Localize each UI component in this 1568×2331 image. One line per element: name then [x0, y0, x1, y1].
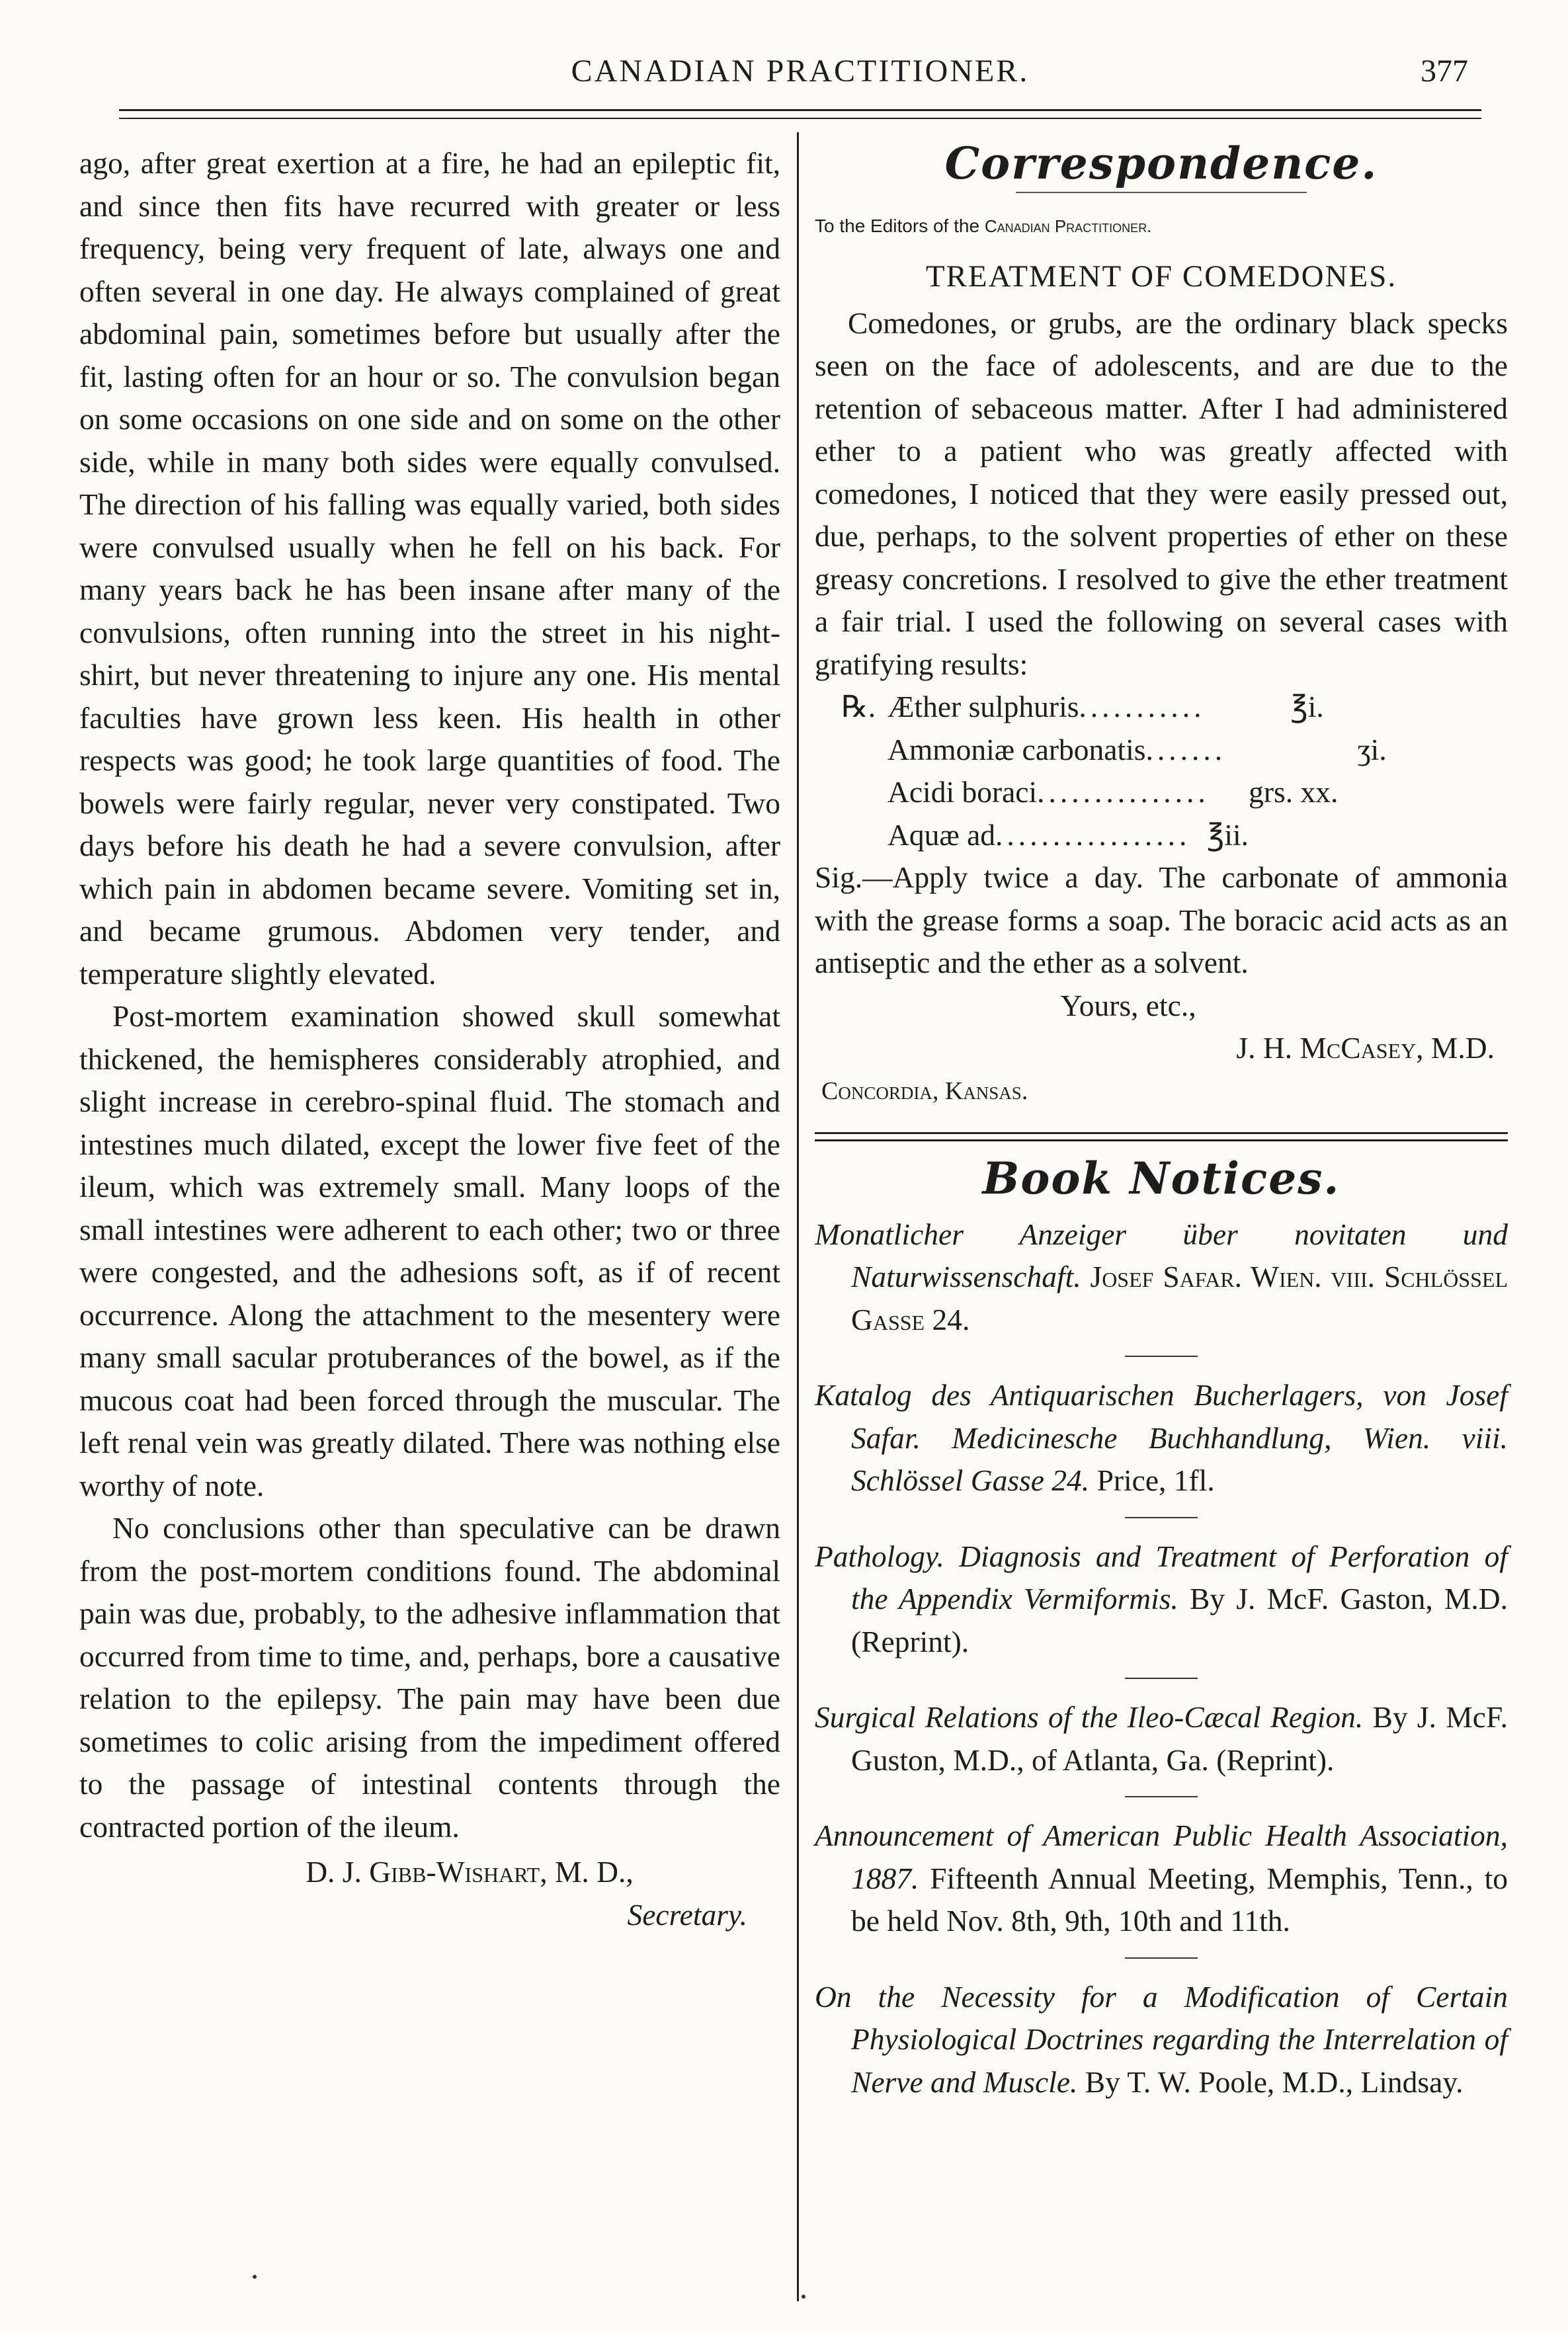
leader-dots: .................	[995, 817, 1191, 852]
to-editors-line: To the Editors of the Canadian Practitioner.	[815, 215, 1152, 236]
page-number: 377	[1421, 54, 1468, 89]
book-notice: Monatlicher Anzeiger über novitaten und Naturwissenschaft. Josef Safar. Wien. viii. Schlössel Gasse 24.	[815, 1217, 1508, 1336]
book-notices-list	[815, 1213, 1508, 2104]
prescription-line	[815, 686, 1508, 729]
journal-title: CANADIAN PRACTITIONER.	[571, 54, 1030, 89]
ingredient: Ammoniæ carbonatis	[887, 732, 1146, 766]
section-rule	[815, 1132, 1508, 1141]
letter-closing: Yours, etc.,	[1060, 988, 1196, 1022]
leader-dots: ...............	[1037, 775, 1210, 809]
recipe-symbol	[815, 771, 887, 814]
quantity: ʒi.	[1357, 732, 1387, 766]
letter-title: TREATMENT OF COMEDONES.	[925, 259, 1397, 294]
ink-speck	[253, 2275, 257, 2279]
post-mortem-paragraph: Post-mortem examination showed skull somewhat thickened, the hemispheres considerably atrophied, and slight increase in cerebro-spinal fluid. The stomach and intestines much dilated, except the lower five feet of the ileum, which was extremely small. Many loops of the small intestines were adherent to each other; two or three were congested, and the adhesions soft, as if of recent occurrence. Along the attachment to the mesentery were many small sacular protuberances of the bowel, as if the mucous coat had been forced through the muscular. The left renal vein was greatly dilated. There was nothing else worthy of note.	[79, 999, 780, 1502]
conclusions-paragraph: No conclusions other than speculative can be drawn from the post-mortem conditions found. The abdominal pain was due, probably, to the adhesive inflammation that occurred from time to time, and, perhaps, bore a causative relation to the epilepsy. The pain may have been due sometimes to colic arising from the impediment offered to the passage of intestinal contents through the contracted portion of the ileum.	[79, 1511, 780, 1844]
book-notice: Katalog des Antiquarischen Bucherlagers, von Josef Safar. Medicinesche Buchhandlung, Wien. viii. Schlössel Gasse 24. Price, 1fl.	[815, 1378, 1508, 1497]
notice-separator	[1125, 1678, 1198, 1679]
letter-place: Concordia, Kansas.	[821, 1077, 1028, 1105]
ingredient: Acidi boraci	[887, 775, 1038, 809]
letter-author: J. H. McCasey, M.D.	[1236, 1031, 1495, 1065]
prescription	[815, 686, 1508, 856]
case-report-paragraph: ago, after great exertion at a fire, he had an epileptic fit, and since then fits have recurred with greater or less frequency, being very frequent of late, always one and often several in one day. He always complained of great abdominal pain, sometimes before but usually after the fit, lasting often for an hour or so. The convulsion began on some occasions on one side and on some on the other side, while in many both sides were equally convulsed. The direction of his falling was equally varied, both sides were convulsed usually when he fell on his back. For many years back he has been insane after many of the convulsions, often running into the street in his night-shirt, but never threatening to injure any one. His mental faculties have grown less keen. His health in other respects was good; he took large quantities of food. The bowels were fairly regular, never very constipated. Two days before his death he had a severe convulsion, after which pain in abdomen became severe. Vomiting set in, and became grumous. Abdomen very tender, and temperature slightly elevated.	[79, 146, 780, 991]
book-notice: Announcement of American Public Health Association, 1887. Fifteenth Annual Meeting, Memphis, Tenn., to be held Nov. 8th, 9th, 10th and 11th.	[815, 1819, 1508, 1938]
book-notices-heading: Book Notices.	[982, 1153, 1341, 1204]
ingredient: Æther sulphuris	[887, 690, 1079, 723]
letter-paragraph: Comedones, or grubs, are the ordinary black specks seen on the face of adolescents, and are due to the retention of sebaceous matter. After I had administered ether to a patient who was greatly affected with comedones, I noticed that they were easily pressed out, due, perhaps, to the solvent properties of ether on these greasy concretions. I resolved to give the ether treatment a fair trial. I used the following on several cases with gratifying results:	[815, 306, 1508, 681]
prescription-line	[815, 729, 1508, 772]
correspondence-heading: Correspondence.	[944, 138, 1378, 189]
left-column	[79, 142, 780, 1936]
ink-speck	[802, 2295, 805, 2299]
book-notice: On the Necessity for a Modification of Certain Physiological Doctrines regarding the Interrelation of Nerve and Muscle. By T. W. Poole, M.D., Lindsay.	[815, 1979, 1508, 2099]
ingredient: Aquæ ad	[887, 817, 996, 852]
notice-separator	[1125, 1796, 1198, 1797]
book-notice: Pathology. Diagnosis and Treatment of Perforation of the Appendix Vermiformis. By J. McF. Gaston, M.D. (Reprint).	[815, 1539, 1508, 1658]
header-rule	[119, 109, 1481, 111]
notice-separator	[1125, 1517, 1198, 1518]
heading-rule	[1016, 192, 1307, 193]
recipe-symbol: ℞.	[841, 690, 876, 723]
header-rule-thin	[119, 118, 1481, 119]
prescription-line	[815, 771, 1508, 814]
sig-paragraph: Sig.—Apply twice a day. The carbonate of ammonia with the grease forms a soap. The boracic acid acts as an antiseptic and the ether as a solvent.	[815, 860, 1508, 979]
notice-separator	[1125, 1356, 1198, 1357]
quantity: ℥i.	[1290, 690, 1324, 723]
running-header	[119, 53, 1481, 99]
notice-separator	[1125, 1957, 1198, 1959]
signature-role: Secretary.	[627, 1897, 747, 1932]
quantity: ℥ii.	[1207, 817, 1249, 852]
recipe-symbol	[815, 814, 887, 857]
signature-name: D. J. Gibb-Wishart, M. D.,	[306, 1855, 634, 1889]
right-column	[815, 138, 1508, 2104]
leader-dots: .......	[1145, 732, 1227, 766]
leader-dots: ...........	[1079, 690, 1206, 723]
prescription-line	[815, 814, 1508, 857]
book-notice: Surgical Relations of the Ileo-Cæcal Region. By J. McF. Guston, M.D., of Atlanta, Ga. (Reprint).	[815, 1700, 1508, 1777]
recipe-symbol	[815, 729, 887, 772]
column-divider	[797, 132, 799, 2301]
quantity: grs. xx.	[1249, 775, 1339, 809]
